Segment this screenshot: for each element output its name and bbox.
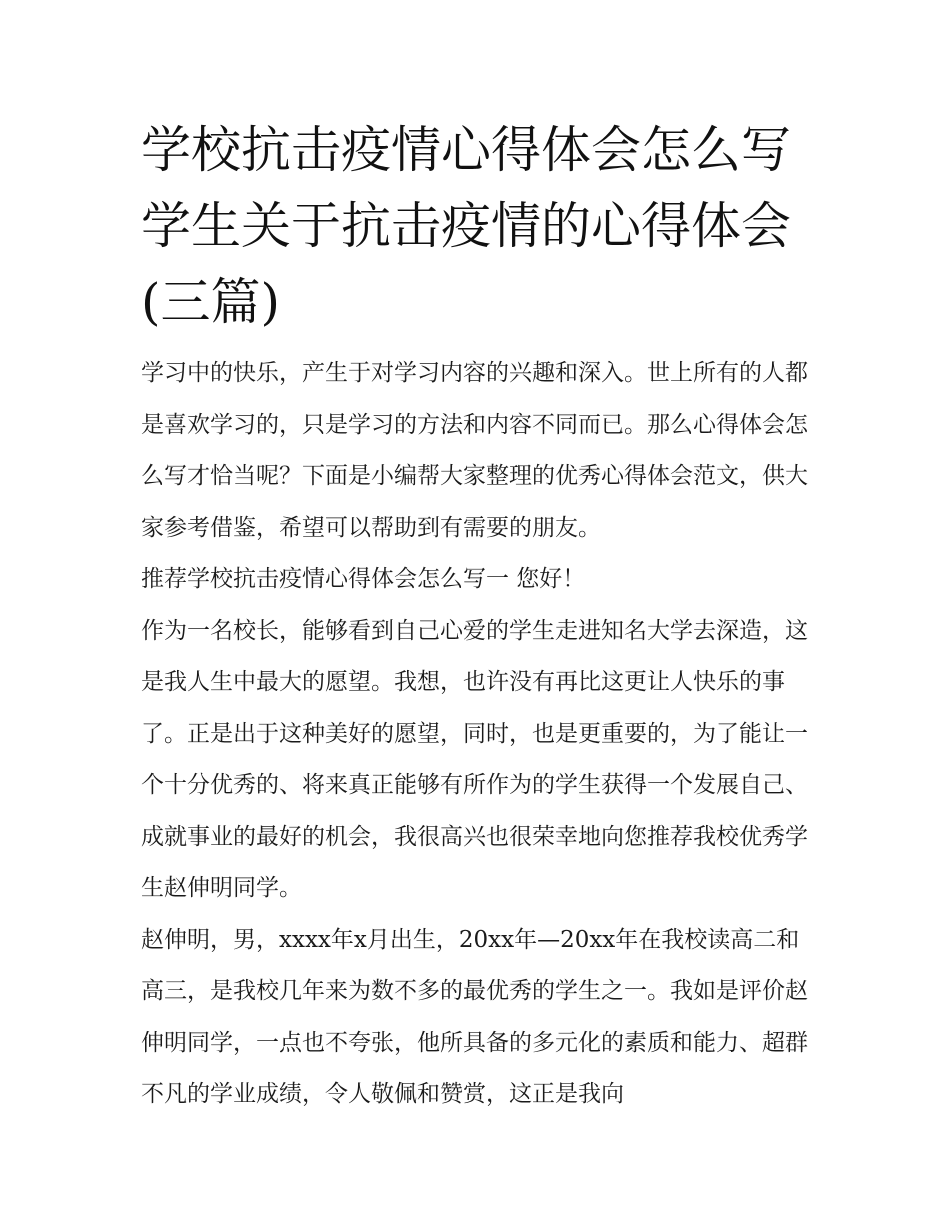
intro-paragraph: 学习中的快乐，产生于对学习内容的兴趣和深入。世上所有的人都是喜欢学习的，只是学习的方法和内容不同而已。那么心得体会怎么写才恰当呢？下面是小编帮大家整理的优秀心得体会范文，供大家参考借鉴，希望可以帮助到有需要的朋友。 [141, 360, 808, 541]
title-line-3: (三篇) [141, 273, 281, 331]
body-paragraph-2: 赵伸明，男，xxxx年x月出生，20xx年—20xx年在我校读高二和高三，是我校几年来为数不多的最优秀的学生之一。我如是评价赵伸明同学，一点也不夸张，他所具备的多元化的素质和能力、超群不凡的学业成绩，令人敬佩和赞赏，这正是我向 [141, 926, 808, 1107]
body-paragraph-1: 作为一名校长，能够看到自己心爱的学生走进知名大学去深造，这是我人生中最大的愿望。我想，也许没有再比这更让人快乐的事了。正是出于这种美好的愿望，同时，也是更重要的，为了能让一个十分优秀的、将来真正能够有所作为的学生获得一个发展自己、成就事业的最好的机会，我很高兴也很荣幸地向您推荐我校优秀学生赵伸明同学。 [141, 617, 808, 901]
document-body [141, 348, 821, 1121]
document-title [141, 112, 821, 340]
document-content [141, 112, 821, 1121]
section-heading-paragraph: 推荐学校抗击疫情心得体会怎么写一 您好！ [141, 566, 586, 592]
title-line-1: 学校抗击疫情心得体会怎么写 [141, 121, 791, 179]
title-line-2: 学生关于抗击疫情的心得体会 [141, 197, 791, 255]
